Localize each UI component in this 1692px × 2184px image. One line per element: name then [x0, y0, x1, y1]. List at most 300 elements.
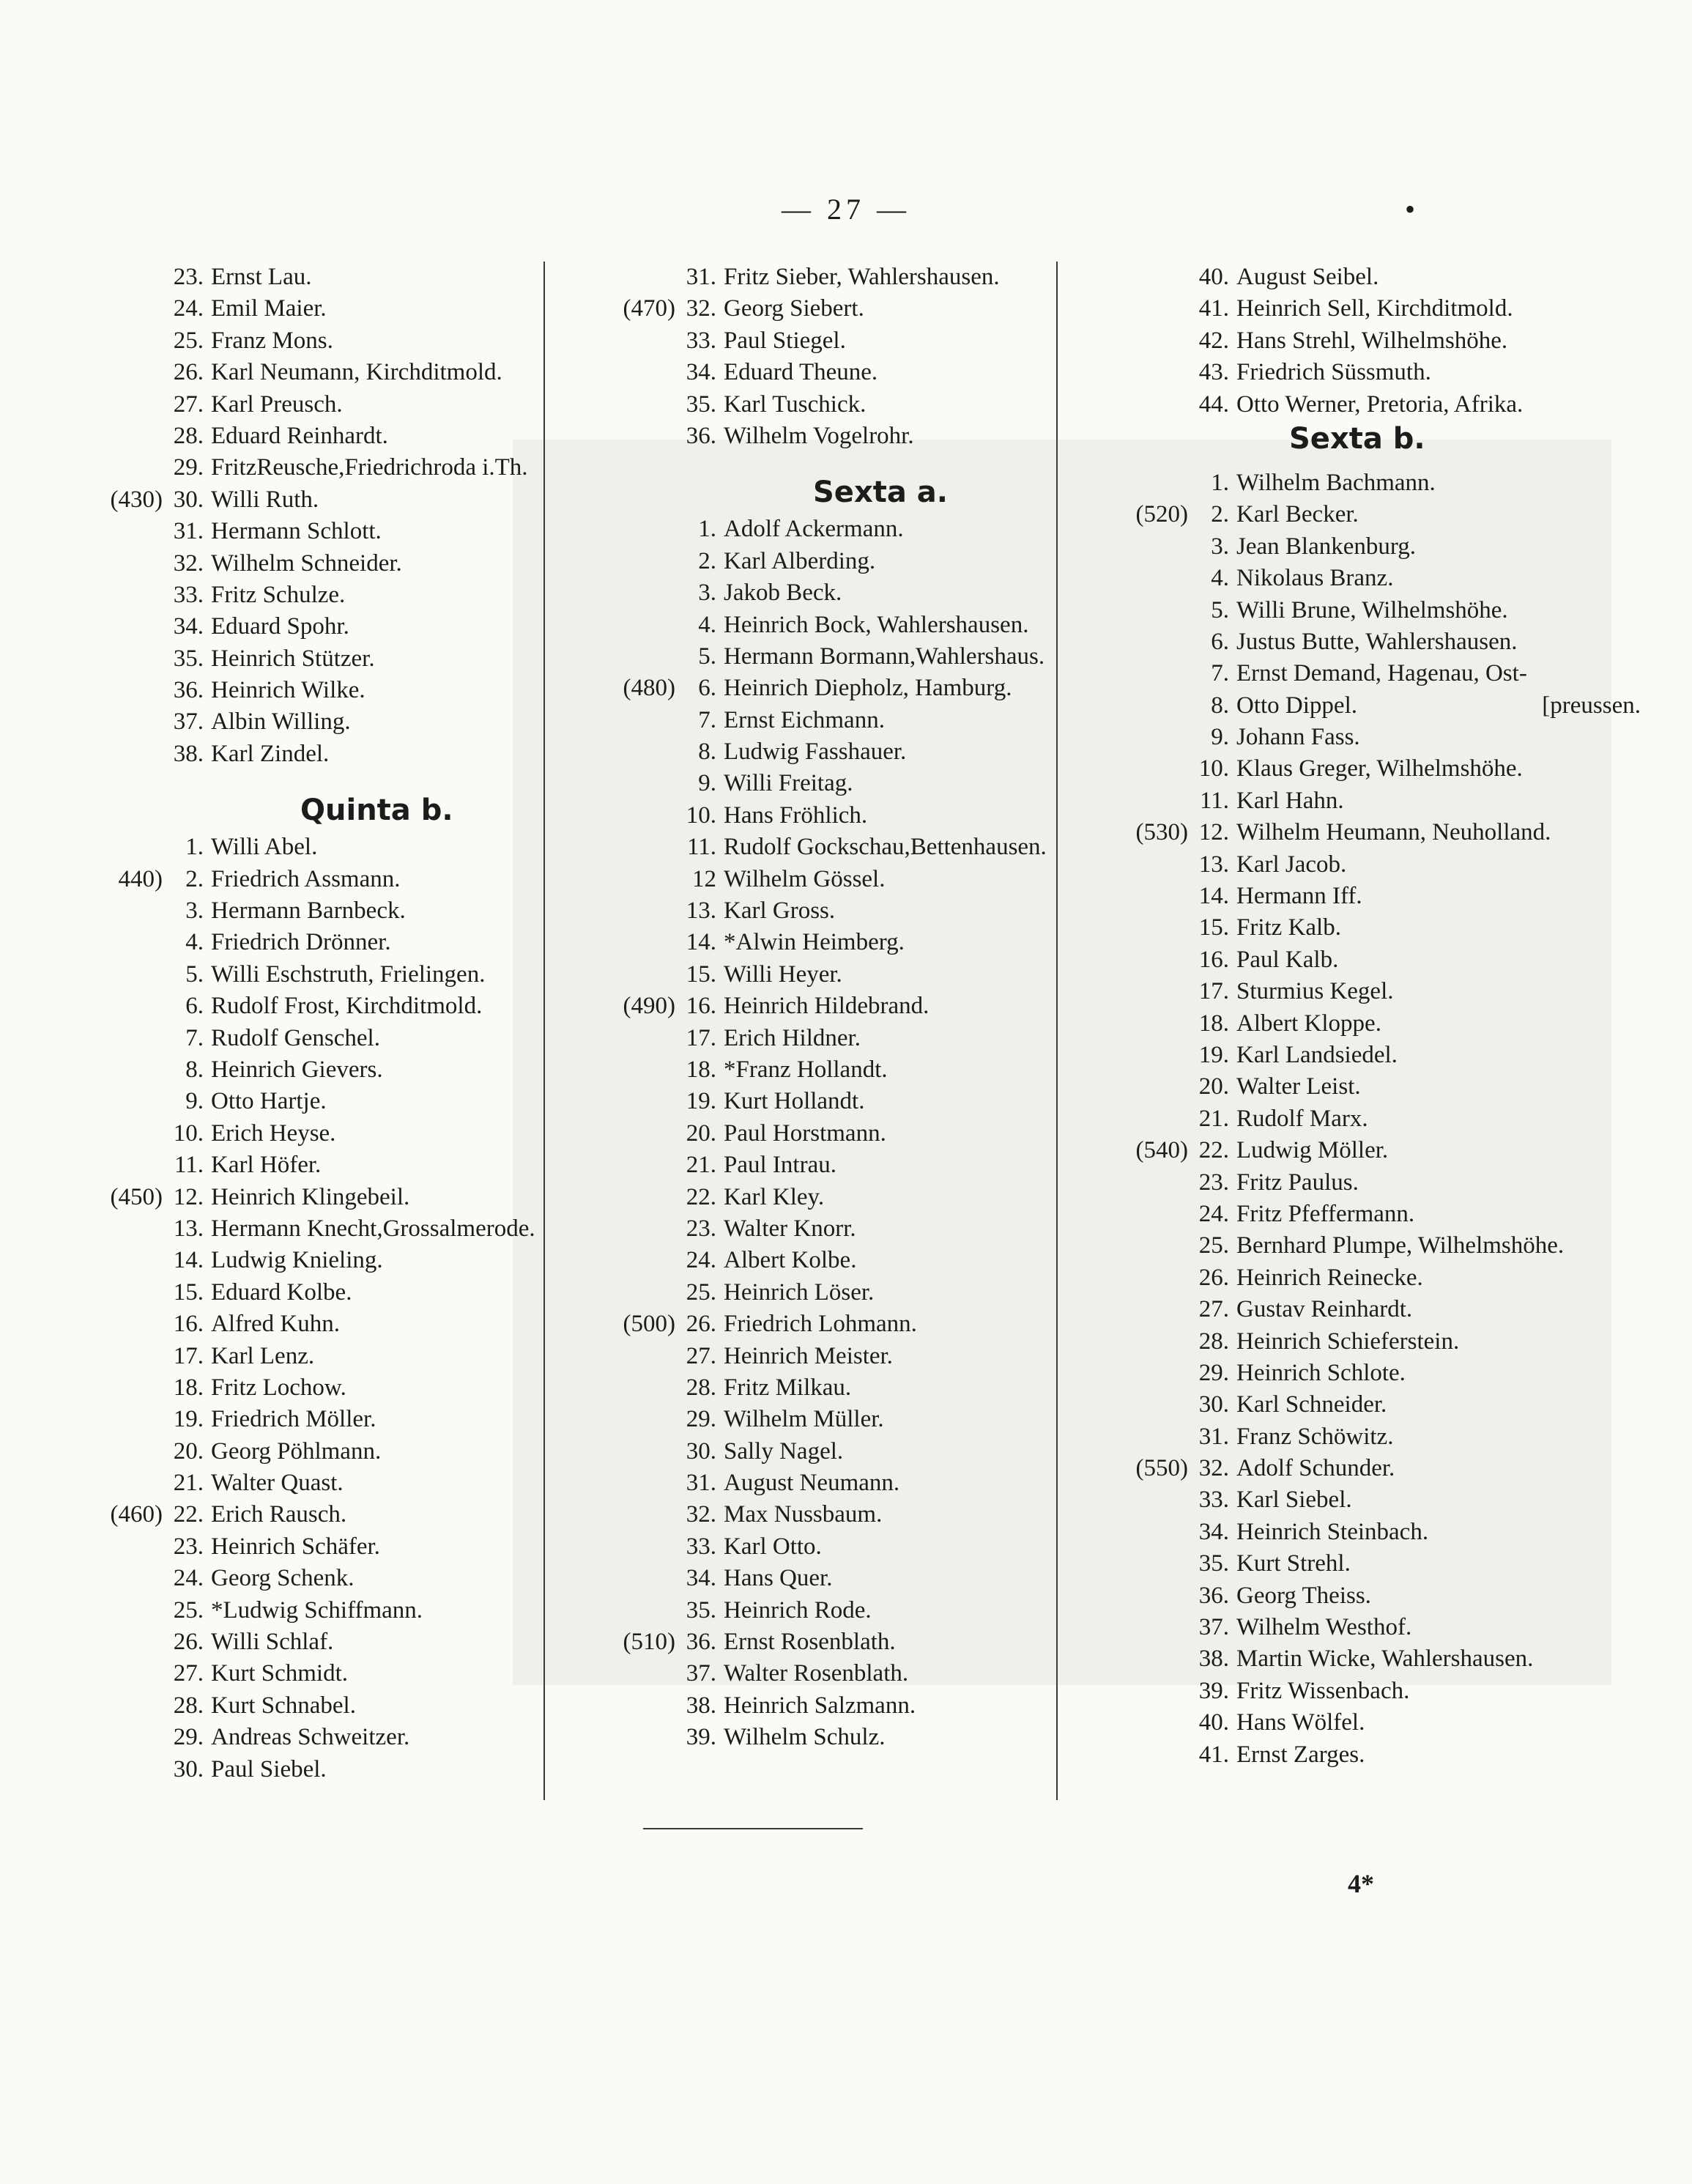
list-item: [44, 706, 542, 738]
page-header: — 27 —: [782, 193, 910, 226]
list-item: [557, 577, 1055, 609]
entry-number: 38.: [686, 1692, 716, 1719]
list-item: [44, 1499, 542, 1530]
entry-number: 9.: [1211, 724, 1229, 751]
running-count: (480): [623, 675, 675, 702]
student-name: Walter Leist.: [1236, 1073, 1361, 1100]
list-item: [557, 832, 1055, 863]
list-item: [557, 1467, 1055, 1499]
student-name: Heinrich Schäfer.: [211, 1533, 380, 1560]
entry-number: 16.: [1198, 946, 1229, 973]
entry-number: 33.: [686, 1533, 716, 1560]
student-name: Hans Strehl, Wilhelmshöhe.: [1236, 327, 1508, 354]
running-count: (500): [623, 1311, 675, 1338]
list-item: [557, 1245, 1055, 1276]
student-name: Hermann Schlott.: [211, 518, 382, 545]
student-name: Eduard Theune.: [724, 359, 878, 386]
student-name: Paul Kalb.: [1236, 946, 1339, 973]
entry-number: 29.: [173, 454, 204, 481]
student-name: Willi Schlaf.: [211, 1629, 334, 1656]
student-name: Heinrich Gievers.: [211, 1056, 383, 1083]
list-item: [44, 1372, 542, 1404]
list-item: [557, 1626, 1055, 1658]
entry-number: 37.: [173, 708, 204, 736]
list-item: [1069, 912, 1641, 944]
running-count: 440): [118, 865, 163, 892]
list-item: [44, 927, 542, 958]
list-item: [557, 1499, 1055, 1530]
entry-number: 30.: [173, 1755, 204, 1783]
student-name: Karl Neumann, Kirchditmold.: [211, 359, 502, 386]
student-name: Franz Mons.: [211, 327, 333, 354]
student-name: Hermann Knecht,Grossalmerode.: [211, 1215, 535, 1242]
list-item: [1069, 849, 1641, 881]
entry-number: 36.: [686, 1629, 716, 1656]
student-name: Kurt Schnabel.: [211, 1692, 356, 1719]
list-item: [557, 1436, 1055, 1467]
student-name: Otto Dippel.: [1236, 692, 1357, 719]
entry-number: 24.: [686, 1247, 716, 1274]
entry-number: 33.: [686, 327, 716, 354]
entry-number: 27.: [686, 1342, 716, 1369]
student-name: August Seibel.: [1236, 264, 1379, 290]
list-item: [44, 293, 542, 325]
entry-number: 32.: [173, 549, 204, 577]
entry-number: 37.: [686, 1660, 716, 1687]
entry-number: 14.: [686, 929, 716, 956]
student-name: Kurt Strehl.: [1236, 1550, 1351, 1577]
entry-number: 11.: [174, 1152, 204, 1179]
student-name: Walter Knorr.: [724, 1215, 856, 1242]
student-name: Erich Hildner.: [724, 1024, 861, 1051]
student-name: Karl Landsiedel.: [1236, 1041, 1398, 1068]
entry-number: 20.: [686, 1119, 716, 1147]
list-item: [557, 421, 1055, 452]
student-name: Georg Schenk.: [211, 1565, 355, 1592]
student-name: Heinrich Bock, Wahlershausen.: [724, 611, 1029, 638]
list-item: [44, 548, 542, 580]
student-name: Fritz Pfeffermann.: [1236, 1200, 1415, 1227]
entry-number: 27.: [1198, 1296, 1229, 1323]
student-name: Paul Siebel.: [211, 1755, 327, 1783]
list-item: [44, 516, 542, 547]
list-item: [1069, 499, 1641, 530]
list-item: [44, 1086, 542, 1117]
entry-number: 26.: [173, 359, 204, 386]
student-name: Karl Hahn.: [1236, 787, 1344, 814]
list-item: [1069, 658, 1641, 689]
list-item: [557, 357, 1055, 388]
entry-number: 26.: [686, 1311, 716, 1338]
list-item: [557, 959, 1055, 991]
continued-text: [preussen.: [1542, 692, 1641, 719]
student-name: Rudolf Frost, Kirchditmold.: [211, 993, 483, 1020]
entry-number: 21.: [173, 1470, 204, 1497]
student-name: Ludwig Möller.: [1236, 1137, 1389, 1164]
list-item: [1069, 531, 1641, 563]
student-name: Karl Kley.: [724, 1183, 825, 1210]
student-name: Walter Rosenblath.: [724, 1660, 909, 1687]
list-item: [1069, 690, 1641, 722]
entry-number: 16.: [686, 993, 716, 1020]
student-name: Karl Preusch.: [211, 390, 343, 418]
student-name: Albert Kloppe.: [1236, 1010, 1381, 1037]
entry-number: 37.: [1198, 1614, 1229, 1641]
list-item: [44, 262, 542, 293]
entry-number: 3.: [698, 580, 716, 607]
student-name: *Alwin Heimberg.: [724, 929, 905, 956]
list-item: [44, 389, 542, 421]
entry-number: 15.: [173, 1278, 204, 1306]
list-item: [1069, 1135, 1641, 1166]
entry-number: 30.: [1198, 1391, 1229, 1418]
list-item: [557, 610, 1055, 641]
list-item: [44, 1436, 542, 1467]
list-item: [1069, 1707, 1641, 1739]
list-item: [44, 959, 542, 991]
list-item: [1069, 976, 1641, 1007]
student-name: Kurt Schmidt.: [211, 1660, 348, 1687]
student-name: Fritz Kalb.: [1236, 914, 1341, 941]
entry-number: 9.: [698, 770, 716, 797]
student-name: Fritz Sieber, Wahlershausen.: [724, 264, 1000, 290]
student-name: Andreas Schweitzer.: [211, 1724, 410, 1751]
student-name: Hans Wölfel.: [1236, 1709, 1365, 1736]
student-name: Adolf Schunder.: [1236, 1455, 1395, 1482]
entry-number: 35.: [173, 645, 204, 672]
student-name: Heinrich Reinecke.: [1236, 1264, 1423, 1291]
entry-number: 23.: [173, 264, 204, 290]
entry-number: 34.: [686, 359, 716, 386]
student-name: Friedrich Möller.: [211, 1406, 376, 1433]
list-item: [44, 421, 542, 452]
list-item: [557, 864, 1055, 895]
list-item: [1069, 1739, 1641, 1771]
entry-number: 22.: [1198, 1137, 1229, 1164]
entry-number: 25.: [173, 327, 204, 354]
list-item: [557, 293, 1055, 325]
entry-number: 9.: [185, 1088, 204, 1115]
list-item: [44, 452, 542, 484]
student-name: Heinrich Stützer.: [211, 645, 375, 672]
entry-number: 17.: [1198, 978, 1229, 1005]
list-item: [44, 1245, 542, 1276]
student-name: Rudolf Marx.: [1236, 1105, 1368, 1132]
entry-number: 18.: [173, 1374, 204, 1401]
list-item: [44, 611, 542, 643]
entry-number: 43.: [1198, 359, 1229, 386]
list-item: [44, 991, 542, 1022]
list-item: [1069, 1262, 1641, 1294]
entry-number: 39.: [1198, 1677, 1229, 1704]
section-heading: Sexta b.: [1289, 421, 1425, 456]
list-item: [1069, 1326, 1641, 1358]
entry-number: 36.: [686, 422, 716, 449]
list-item: [557, 768, 1055, 799]
student-name: Klaus Greger, Wilhelmshöhe.: [1236, 755, 1523, 782]
entry-number: 10.: [1198, 755, 1229, 782]
student-name: Ernst Eichmann.: [724, 706, 885, 733]
student-name: Hermann Iff.: [1236, 883, 1362, 910]
student-name: Emil Maier.: [211, 295, 327, 322]
student-name: Karl Höfer.: [211, 1152, 322, 1179]
student-name: Heinrich Salzmann.: [724, 1692, 916, 1719]
student-name: Hermann Bormann,Wahlershaus.: [724, 643, 1045, 670]
entry-number: 10.: [686, 802, 716, 829]
list-item: [557, 514, 1055, 545]
entry-number: 42.: [1198, 327, 1229, 354]
student-name: Karl Gross.: [724, 897, 836, 925]
entry-number: 20.: [173, 1437, 204, 1465]
entry-number: 19.: [173, 1406, 204, 1433]
entry-number: 22.: [686, 1183, 716, 1210]
student-name: Heinrich Schlote.: [1236, 1359, 1406, 1386]
list-item: [1069, 1676, 1641, 1707]
student-name: Kurt Hollandt.: [724, 1088, 865, 1115]
entry-number: 1.: [185, 834, 204, 861]
student-name: Friedrich Assmann.: [211, 865, 401, 892]
entry-number: 4.: [698, 611, 716, 638]
entry-number: 7.: [1211, 660, 1229, 687]
list-item: [557, 1182, 1055, 1213]
list-item: [1069, 626, 1641, 658]
student-name: Friedrich Drönner.: [211, 929, 391, 956]
entry-number: 11.: [1199, 787, 1229, 814]
signature-mark: 4*: [1348, 1869, 1374, 1898]
list-item: [1069, 1294, 1641, 1325]
student-name: Friedrich Süssmuth.: [1236, 359, 1431, 386]
list-item: [1069, 722, 1641, 753]
list-item: [44, 1658, 542, 1689]
list-item: [557, 262, 1055, 293]
student-name: Karl Lenz.: [211, 1342, 315, 1369]
list-item: [44, 1150, 542, 1181]
student-name: Max Nussbaum.: [724, 1501, 883, 1528]
student-name: Eduard Kolbe.: [211, 1278, 352, 1306]
list-item: [1069, 1484, 1641, 1516]
entry-number: 31.: [686, 264, 716, 290]
entry-number: 23.: [1198, 1169, 1229, 1196]
student-name: *Franz Hollandt.: [724, 1056, 888, 1083]
entry-number: 39.: [686, 1724, 716, 1751]
entry-number: 32.: [686, 295, 716, 322]
entry-number: 25.: [686, 1278, 716, 1306]
student-name: Fritz Lochow.: [211, 1374, 346, 1401]
list-item: [44, 1118, 542, 1150]
running-count: (510): [623, 1629, 675, 1656]
column-rule-1: [543, 262, 545, 1800]
list-item: [557, 641, 1055, 673]
running-count: (490): [623, 993, 675, 1020]
list-item: [557, 1150, 1055, 1181]
list-item: [1069, 262, 1641, 293]
entry-number: 41.: [1198, 1741, 1229, 1768]
list-item: [44, 1595, 542, 1626]
list-item: [557, 1054, 1055, 1086]
entry-number: 30.: [686, 1437, 716, 1465]
student-name: Eduard Spohr.: [211, 613, 349, 640]
entry-number: 13.: [173, 1215, 204, 1242]
student-name: Paul Stiegel.: [724, 327, 846, 354]
list-item: [44, 357, 542, 388]
entry-number: 18.: [686, 1056, 716, 1083]
student-name: Willi Heyer.: [724, 960, 842, 988]
entry-number: 5.: [1211, 596, 1229, 623]
student-name: August Neumann.: [724, 1470, 900, 1497]
list-item: [44, 1182, 542, 1213]
list-item: [1069, 389, 1641, 421]
list-item: [1069, 1612, 1641, 1643]
student-name: Gustav Reinhardt.: [1236, 1296, 1413, 1323]
list-item: [557, 325, 1055, 357]
entry-number: 2.: [1211, 501, 1229, 528]
entry-number: 29.: [1198, 1359, 1229, 1386]
list-item: [1069, 325, 1641, 357]
student-name: Ernst Lau.: [211, 264, 312, 290]
list-item: [44, 1404, 542, 1435]
list-item: [557, 546, 1055, 577]
entry-number: 25.: [173, 1596, 204, 1624]
entry-number: 17.: [173, 1342, 204, 1369]
list-item: [1069, 817, 1641, 848]
student-name: Willi Brune, Wilhelmshöhe.: [1236, 596, 1508, 623]
list-item: [557, 800, 1055, 832]
list-item: [1069, 1453, 1641, 1484]
list-item: [557, 673, 1055, 704]
list-item: [557, 895, 1055, 927]
list-item: [1069, 1548, 1641, 1580]
entry-number: 44.: [1198, 390, 1229, 418]
entry-number: 23.: [686, 1215, 716, 1242]
student-name: *Ludwig Schiffmann.: [211, 1596, 423, 1624]
student-name: Heinrich Rode.: [724, 1596, 872, 1624]
student-name: Heinrich Sell, Kirchditmold.: [1236, 295, 1513, 322]
entry-number: 8.: [1211, 692, 1229, 719]
list-item: [557, 705, 1055, 736]
student-name: Sally Nagel.: [724, 1437, 844, 1465]
page-mark: •: [1405, 193, 1416, 226]
list-item: [557, 1023, 1055, 1054]
entry-number: 12.: [1198, 819, 1229, 846]
list-item: [1069, 1071, 1641, 1103]
student-name: Ernst Demand, Hagenau, Ost-: [1236, 660, 1527, 687]
list-item: [44, 864, 542, 895]
entry-number: 34.: [686, 1565, 716, 1592]
entry-number: 11.: [686, 834, 716, 861]
entry-number: 5.: [698, 643, 716, 670]
student-name: Albert Kolbe.: [724, 1247, 857, 1274]
list-item: [1069, 1230, 1641, 1262]
list-item: [44, 1690, 542, 1722]
list-item: [557, 1563, 1055, 1594]
student-name: Heinrich Diepholz, Hamburg.: [724, 675, 1012, 702]
entry-number: 21.: [1198, 1105, 1229, 1132]
entry-number: 6.: [185, 993, 204, 1020]
entry-number: 4.: [185, 929, 204, 956]
student-name: Otto Werner, Pretoria, Afrika.: [1236, 390, 1524, 418]
entry-number: 1.: [1211, 469, 1229, 496]
entry-number: 36.: [1198, 1582, 1229, 1609]
list-item: [557, 1404, 1055, 1435]
entry-number: 12.: [173, 1183, 204, 1210]
column-1: [44, 262, 542, 1785]
list-item: [557, 1531, 1055, 1563]
entry-number: 36.: [173, 677, 204, 704]
entry-number: 8.: [185, 1056, 204, 1083]
student-name: Fritz Paulus.: [1236, 1169, 1359, 1196]
list-item: [1069, 1580, 1641, 1612]
list-item: [1069, 785, 1641, 817]
student-name: Willi Abel.: [211, 834, 318, 861]
running-count: (530): [1135, 819, 1188, 846]
student-name: Willi Ruth.: [211, 486, 319, 513]
list-item: [557, 389, 1055, 421]
list-item: [557, 1308, 1055, 1340]
student-name: Franz Schöwitz.: [1236, 1423, 1394, 1450]
entry-number: 32.: [1198, 1455, 1229, 1482]
student-name: Ernst Zarges.: [1236, 1741, 1365, 1768]
student-name: Wilhelm Heumann, Neuholland.: [1236, 819, 1551, 846]
list-item: [44, 325, 542, 357]
entry-number: 13.: [1198, 851, 1229, 878]
running-count: (540): [1135, 1137, 1188, 1164]
list-item: [44, 643, 542, 675]
student-name: Willi Freitag.: [724, 770, 853, 797]
entry-number: 40.: [1198, 1709, 1229, 1736]
student-name: Karl Siebel.: [1236, 1487, 1352, 1514]
student-name: Wilhelm Bachmann.: [1236, 469, 1436, 496]
entry-number: 16.: [173, 1311, 204, 1338]
column-2: [557, 262, 1055, 1754]
student-name: Wilhelm Schneider.: [211, 549, 402, 577]
list-item: [44, 1626, 542, 1658]
list-item: [44, 1341, 542, 1372]
list-item: [1069, 1040, 1641, 1071]
student-name: Jakob Beck.: [724, 580, 842, 607]
list-item: [44, 832, 542, 863]
list-item: [1069, 1103, 1641, 1135]
running-count: (470): [623, 295, 675, 322]
entry-number: 30.: [173, 486, 204, 513]
student-name: Paul Horstmann.: [724, 1119, 886, 1147]
entry-number: 38.: [1198, 1646, 1229, 1673]
list-item: [1069, 1358, 1641, 1389]
list-item: [44, 1722, 542, 1753]
student-name: Karl Zindel.: [211, 740, 330, 767]
entry-number: 19.: [686, 1088, 716, 1115]
list-item: [557, 1118, 1055, 1150]
student-name: Heinrich Hildebrand.: [724, 993, 930, 1020]
list-item: [44, 1754, 542, 1785]
list-item: [1069, 293, 1641, 325]
list-item: [1069, 753, 1641, 785]
entry-number: 40.: [1198, 264, 1229, 290]
entry-number: 3.: [185, 897, 204, 925]
entry-number: 29.: [173, 1724, 204, 1751]
student-name: Georg Theiss.: [1236, 1582, 1371, 1609]
entry-number: 6.: [1211, 628, 1229, 655]
entry-number: 15.: [686, 960, 716, 988]
list-item: [557, 1595, 1055, 1626]
student-name: Heinrich Klingebeil.: [211, 1183, 410, 1210]
student-name: Hermann Barnbeck.: [211, 897, 406, 925]
list-item: [44, 1277, 542, 1308]
running-count: (520): [1135, 501, 1188, 528]
entry-number: 29.: [686, 1406, 716, 1433]
column-rule-2: [1056, 262, 1058, 1800]
entry-number: 34.: [1198, 1518, 1229, 1545]
student-name: Erich Heyse.: [211, 1119, 336, 1147]
